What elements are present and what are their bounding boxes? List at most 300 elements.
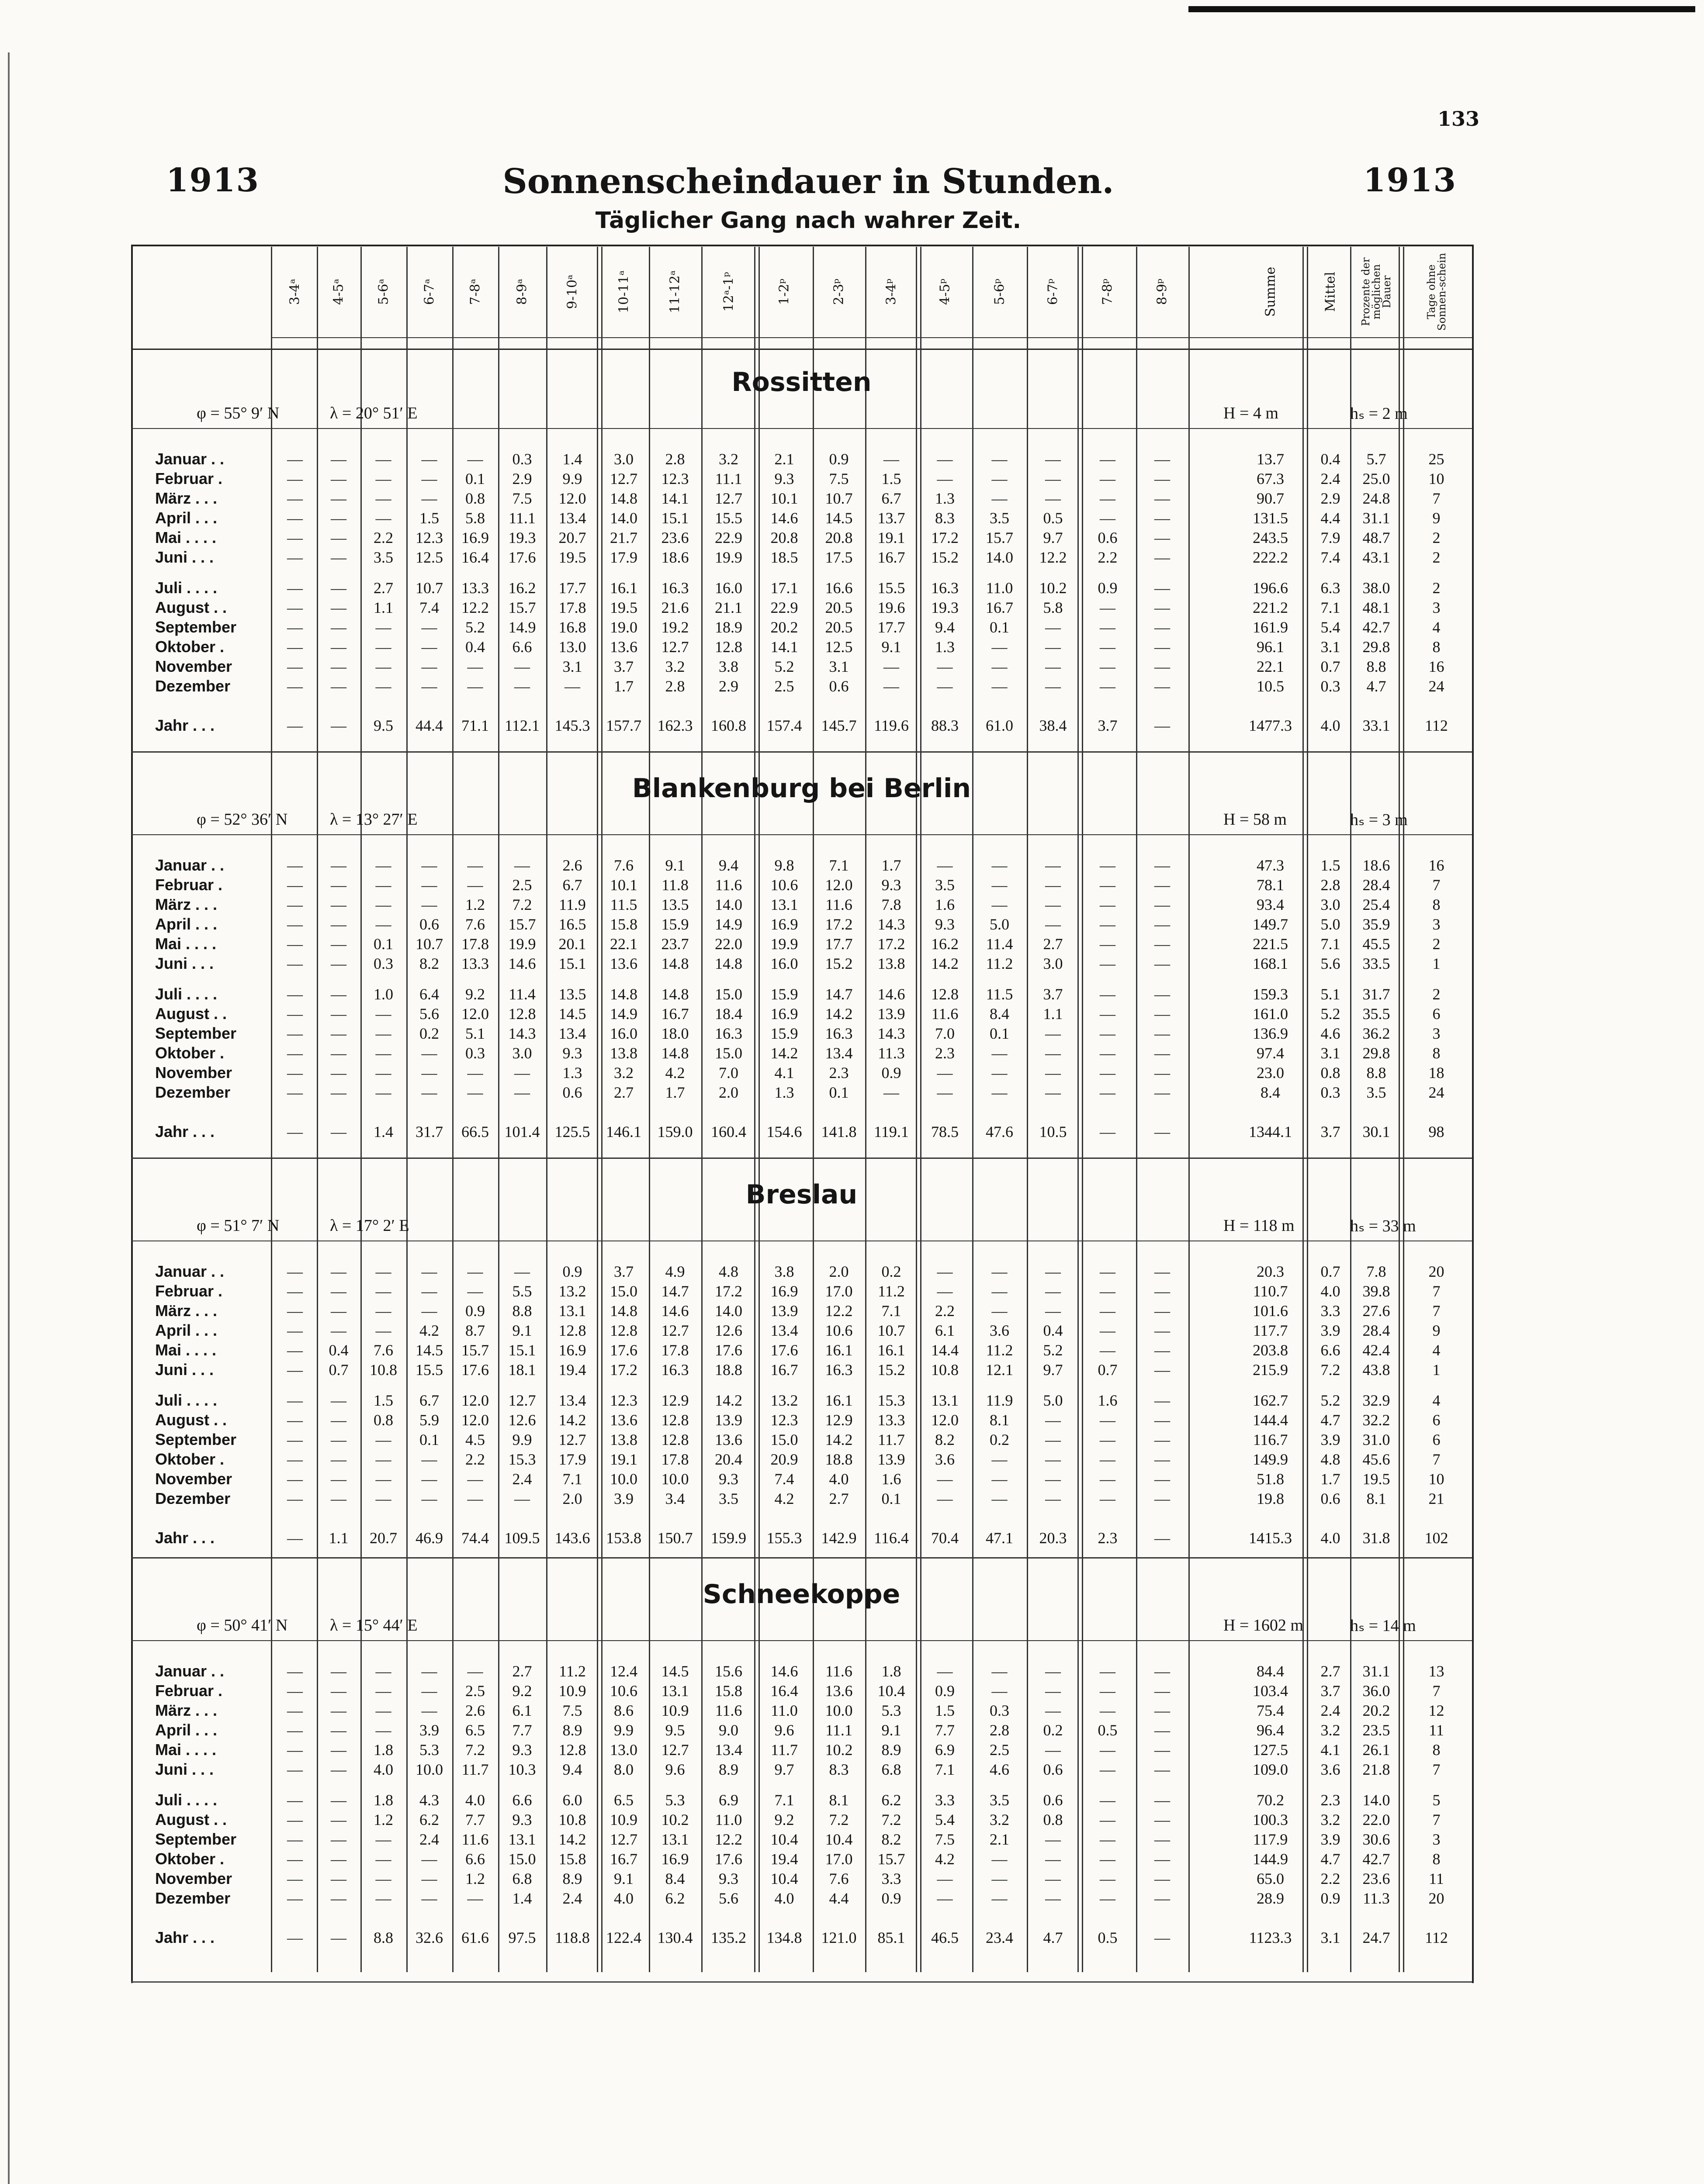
table-cell: —: [1154, 490, 1170, 507]
table-cell: 0.7: [329, 1361, 349, 1379]
column-header: [649, 247, 701, 336]
table-cell: 1.4: [512, 1890, 532, 1907]
table-cell: 11.0: [986, 579, 1013, 597]
table-cell: —: [1154, 529, 1170, 546]
table-cell: 7.8: [881, 896, 901, 913]
table-cell: 12.7: [610, 470, 637, 487]
month-row: [131, 598, 1472, 619]
table-cell: 1.6: [1098, 1392, 1118, 1409]
table-cell: 25.4: [1362, 896, 1390, 913]
table-cell: —: [1154, 470, 1170, 487]
table-cell: 11.9: [559, 896, 586, 913]
row-label: November: [155, 1470, 232, 1488]
table-cell: 7.6: [829, 1870, 849, 1887]
month-row: [131, 876, 1472, 896]
table-cell: 3.7: [1320, 1123, 1340, 1140]
table-cell: —: [1154, 985, 1170, 1003]
table-cell: 14.2: [931, 955, 959, 972]
table-cell: 11.0: [771, 1702, 798, 1719]
table-cell: 3.8: [774, 1263, 794, 1280]
table-cell: —: [331, 1084, 346, 1101]
month-row: [131, 1321, 1472, 1341]
station-section: [131, 367, 1472, 760]
table-cell: —: [1100, 857, 1115, 874]
table-cell: —: [287, 876, 303, 894]
table-cell: 8.7: [465, 1322, 485, 1339]
table-cell: 141.8: [821, 1123, 857, 1140]
table-cell: 96.1: [1257, 638, 1284, 656]
table-cell: —: [375, 638, 391, 656]
row-label: September: [155, 618, 237, 636]
table-cell: —: [1154, 619, 1170, 636]
table-cell: —: [331, 677, 346, 695]
table-cell: —: [421, 1870, 437, 1887]
table-cell: 1.8: [881, 1662, 901, 1680]
row-label: Juni . . .: [155, 1361, 214, 1379]
row-label: März . . .: [155, 1701, 218, 1719]
table-cell: 0.9: [562, 1263, 582, 1280]
table-cell: —: [1100, 1470, 1115, 1488]
table-cell: 102: [1424, 1529, 1448, 1547]
table-cell: 16.0: [610, 1025, 637, 1042]
table-cell: —: [1154, 857, 1170, 874]
table-cell: 19.9: [508, 935, 536, 953]
table-cell: 109.5: [504, 1529, 540, 1547]
table-cell: 15.7: [508, 916, 536, 933]
table-cell: —: [1100, 1123, 1115, 1140]
table-cell: 3.5: [990, 1791, 1009, 1809]
table-cell: —: [375, 509, 391, 527]
table-cell: 1.5: [419, 509, 439, 527]
table-cell: 21.1: [715, 599, 742, 616]
table-cell: 11.6: [715, 876, 742, 894]
table-cell: —: [1154, 1791, 1170, 1809]
table-cell: 12.3: [610, 1392, 637, 1409]
table-cell: —: [375, 1263, 391, 1280]
table-cell: 10.8: [558, 1811, 586, 1828]
table-cell: —: [1100, 1302, 1115, 1320]
table-cell: —: [287, 1682, 303, 1700]
table-cell: 6.6: [512, 1791, 532, 1809]
table-cell: —: [375, 1302, 391, 1320]
table-cell: 161.9: [1253, 619, 1288, 636]
table-cell: 17.0: [825, 1850, 853, 1868]
table-cell: 3.1: [1320, 1044, 1340, 1062]
table-cell: 11.5: [610, 896, 637, 913]
table-cell: 5.0: [990, 916, 1009, 933]
table-cell: 0.9: [881, 1064, 901, 1082]
table-cell: 10.2: [825, 1741, 853, 1759]
table-cell: —: [991, 1490, 1008, 1507]
table-cell: 10.0: [661, 1470, 689, 1488]
table-cell: —: [937, 1282, 953, 1300]
table-cell: 5.2: [1043, 1341, 1063, 1359]
row-label: Dezember: [155, 1083, 231, 1101]
table-cell: 17.9: [558, 1451, 586, 1468]
table-cell: 101.4: [504, 1123, 540, 1140]
row-label: Oktober .: [155, 1850, 225, 1868]
table-cell: —: [1045, 1662, 1061, 1680]
table-cell: 9.2: [465, 985, 485, 1003]
table-cell: —: [1045, 1064, 1061, 1082]
table-cell: 7.7: [935, 1721, 955, 1739]
table-cell: 3.0: [614, 450, 634, 468]
table-cell: —: [467, 1470, 483, 1488]
table-cell: —: [467, 1282, 483, 1300]
table-cell: 4: [1432, 1341, 1441, 1359]
table-cell: 2.5: [512, 876, 532, 894]
table-cell: 6.5: [465, 1721, 485, 1739]
table-cell: 2.4: [419, 1831, 439, 1848]
table-cell: —: [1100, 1761, 1115, 1778]
table-cell: —: [1154, 1064, 1170, 1082]
table-cell: 0.7: [1320, 1263, 1340, 1280]
row-label: Jahr . . .: [155, 716, 215, 734]
table-cell: —: [937, 857, 953, 874]
table-cell: 14.2: [825, 1431, 853, 1448]
table-cell: 159.3: [1253, 985, 1288, 1003]
table-cell: 7.5: [935, 1831, 955, 1848]
table-cell: 2.9: [512, 470, 532, 487]
table-cell: —: [1100, 1791, 1115, 1809]
table-cell: —: [1154, 1831, 1170, 1848]
table-cell: 33.5: [1362, 955, 1390, 972]
table-cell: —: [467, 1490, 483, 1507]
table-cell: 8.9: [562, 1721, 582, 1739]
table-cell: 14.9: [715, 916, 742, 933]
table-cell: 21.6: [661, 599, 689, 616]
column-header-label: 1-2ᵖ: [776, 278, 792, 305]
table-cell: 15.6: [715, 1662, 742, 1680]
table-cell: —: [375, 1025, 391, 1042]
month-row: [131, 638, 1472, 658]
row-label: Dezember: [155, 677, 231, 695]
row-label: Januar . .: [155, 1262, 225, 1280]
month-row: [131, 1889, 1472, 1909]
table-cell: 17.0: [825, 1282, 853, 1300]
table-cell: 10.2: [661, 1811, 689, 1828]
table-cell: —: [331, 509, 346, 527]
table-cell: 17.1: [770, 579, 798, 597]
table-cell: 3.9: [1320, 1322, 1340, 1339]
column-header: [546, 247, 599, 336]
table-cell: 16.7: [661, 1005, 689, 1023]
table-cell: 14.8: [715, 955, 742, 972]
table-cell: 30.6: [1362, 1831, 1390, 1848]
table-cell: —: [1045, 1682, 1061, 1700]
table-cell: 10.4: [877, 1682, 905, 1700]
table-cell: 90.7: [1257, 490, 1284, 507]
table-cell: —: [1100, 1341, 1115, 1359]
table-cell: 13.8: [877, 955, 905, 972]
table-cell: —: [1154, 1411, 1170, 1429]
table-cell: 28.9: [1257, 1890, 1284, 1907]
table-cell: —: [1100, 1005, 1115, 1023]
table-cell: 9.0: [719, 1721, 738, 1739]
table-cell: 4.7: [1320, 1411, 1340, 1429]
table-cell: 1.6: [935, 896, 955, 913]
table-cell: —: [1154, 935, 1170, 953]
table-cell: 15.8: [715, 1682, 742, 1700]
table-cell: —: [1100, 1741, 1115, 1759]
column-header: [1079, 247, 1136, 336]
table-cell: —: [287, 1721, 303, 1739]
station-section: [131, 1179, 1472, 1572]
table-cell: 119.6: [874, 717, 909, 734]
table-cell: 4.6: [1320, 1025, 1340, 1042]
table-cell: 12.0: [931, 1411, 959, 1429]
section-separator: [131, 751, 1472, 753]
table-cell: 5: [1432, 1791, 1441, 1809]
table-cell: —: [331, 876, 346, 894]
table-cell: 7.5: [829, 470, 849, 487]
table-cell: —: [1154, 1811, 1170, 1828]
table-cell: 6.6: [1320, 1341, 1340, 1359]
table-cell: —: [1100, 876, 1115, 894]
table-cell: 0.9: [465, 1302, 485, 1320]
row-label: August . .: [155, 598, 227, 616]
section-separator: [131, 1557, 1472, 1559]
table-cell: 13.4: [825, 1044, 853, 1062]
table-cell: —: [1154, 916, 1170, 933]
table-cell: 14.2: [558, 1831, 586, 1848]
table-cell: —: [1154, 1662, 1170, 1680]
table-cell: —: [421, 677, 437, 695]
month-row: [131, 1391, 1472, 1411]
table-cell: 12: [1428, 1702, 1444, 1719]
row-label: Februar .: [155, 876, 223, 894]
table-cell: 12.4: [610, 1662, 637, 1680]
column-header: [1311, 247, 1350, 336]
table-cell: —: [331, 857, 346, 874]
table-cell: 117.9: [1253, 1831, 1288, 1848]
table-cell: —: [1100, 638, 1115, 656]
month-row: [131, 1302, 1472, 1322]
table-cell: 0.6: [1320, 1490, 1340, 1507]
table-cell: 13.1: [508, 1831, 536, 1848]
row-label: Februar .: [155, 1682, 223, 1700]
table-cell: —: [1100, 599, 1115, 616]
table-cell: 15.9: [770, 1025, 798, 1042]
table-cell: 9.1: [665, 857, 685, 874]
table-cell: 0.8: [1043, 1811, 1063, 1828]
table-cell: 35.9: [1362, 916, 1390, 933]
table-cell: 3.9: [614, 1490, 634, 1507]
table-cell: 17.8: [461, 935, 489, 953]
table-cell: 14.9: [610, 1005, 637, 1023]
sun-height-label: hₛ = 3 m: [1350, 811, 1408, 829]
table-cell: 3.2: [719, 450, 738, 468]
table-cell: —: [1045, 1470, 1061, 1488]
table-cell: 2.2: [1098, 549, 1118, 566]
row-label: April . . .: [155, 509, 218, 527]
table-cell: —: [1100, 916, 1115, 933]
table-cell: 1.5: [374, 1392, 393, 1409]
table-cell: 3.3: [1320, 1302, 1340, 1320]
table-cell: —: [1045, 1870, 1061, 1887]
station-section: [131, 1579, 1472, 1972]
table-cell: 16.1: [877, 1341, 905, 1359]
table-cell: 13.4: [770, 1322, 798, 1339]
table-cell: 5.9: [419, 1411, 439, 1429]
table-cell: 12.0: [461, 1411, 489, 1429]
coordinate-rule: [131, 834, 1472, 835]
table-cell: 3.7: [1098, 717, 1118, 734]
table-cell: 3.7: [1320, 1682, 1340, 1700]
table-cell: —: [1154, 450, 1170, 468]
table-cell: 0.9: [935, 1682, 955, 1700]
table-cell: 0.2: [419, 1025, 439, 1042]
table-cell: 6.2: [665, 1890, 685, 1907]
table-cell: 3.1: [1320, 638, 1340, 656]
table-cell: 6.8: [512, 1870, 532, 1887]
table-cell: 44.4: [416, 717, 443, 734]
table-cell: —: [375, 1870, 391, 1887]
table-cell: 23.6: [1362, 1870, 1390, 1887]
table-cell: 221.5: [1253, 935, 1288, 953]
table-cell: 10.9: [610, 1811, 637, 1828]
station-name: Schneekoppe: [703, 1579, 900, 1610]
table-cell: 11.6: [461, 1831, 489, 1848]
table-cell: —: [375, 1721, 391, 1739]
year-right: 1913: [1363, 162, 1457, 199]
table-cell: 71.1: [461, 717, 489, 734]
table-cell: 6.7: [881, 490, 901, 507]
table-cell: 9.1: [512, 1322, 532, 1339]
table-cell: 10: [1428, 470, 1444, 487]
table-cell: —: [287, 638, 303, 656]
table-cell: 19.4: [770, 1850, 798, 1868]
table-cell: 9.1: [614, 1870, 634, 1887]
table-cell: —: [1100, 896, 1115, 913]
column-header: [1136, 247, 1188, 336]
table-cell: —: [1045, 1702, 1061, 1719]
table-cell: 2.8: [665, 450, 685, 468]
table-cell: 11.2: [878, 1282, 905, 1300]
table-cell: —: [421, 1044, 437, 1062]
table-cell: —: [565, 677, 580, 695]
table-cell: 14.6: [661, 1302, 689, 1320]
table-cell: 101.6: [1253, 1302, 1288, 1320]
table-cell: —: [1100, 1084, 1115, 1101]
table-cell: 8: [1432, 1044, 1441, 1062]
table-cell: 10.1: [610, 876, 637, 894]
table-cell: 14.8: [661, 1044, 689, 1062]
table-cell: 0.5: [1043, 509, 1063, 527]
table-cell: 8.9: [562, 1870, 582, 1887]
row-label: Februar .: [155, 1282, 223, 1300]
table-cell: 1344.1: [1249, 1123, 1292, 1140]
table-cell: 11.5: [986, 985, 1013, 1003]
table-cell: —: [1154, 1341, 1170, 1359]
column-header-label: 3-4ᵖ: [883, 278, 899, 305]
table-cell: 12.8: [661, 1431, 689, 1448]
table-cell: —: [1154, 549, 1170, 566]
month-row: [131, 915, 1472, 935]
table-cell: 4.0: [774, 1890, 794, 1907]
table-cell: 7: [1432, 1682, 1441, 1700]
table-cell: 5.1: [1320, 985, 1340, 1003]
table-cell: —: [375, 1702, 391, 1719]
table-cell: 12.9: [825, 1411, 853, 1429]
table-cell: 9: [1432, 1322, 1441, 1339]
table-cell: —: [937, 677, 953, 695]
table-cell: —: [287, 1431, 303, 1448]
table-cell: 16.1: [610, 579, 637, 597]
table-cell: 150.7: [657, 1529, 693, 1547]
table-cell: 7.4: [419, 599, 439, 616]
table-cell: 16.4: [770, 1682, 798, 1700]
table-cell: 15.0: [610, 1282, 637, 1300]
table-cell: 134.8: [766, 1929, 802, 1946]
table-cell: —: [287, 1791, 303, 1809]
table-cell: —: [1045, 1025, 1061, 1042]
table-cell: 23.7: [661, 935, 689, 953]
table-cell: 12.3: [661, 470, 689, 487]
table-cell: —: [331, 985, 346, 1003]
table-cell: 15.1: [508, 1341, 536, 1359]
latitude-label: φ = 52° 36′ N: [197, 810, 288, 829]
table-cell: 12.0: [461, 1005, 489, 1023]
table-cell: 0.6: [1043, 1791, 1063, 1809]
table-cell: 157.4: [766, 717, 802, 734]
month-row: [131, 1682, 1472, 1702]
page-number: 133: [1437, 107, 1480, 131]
month-row: [131, 1701, 1472, 1721]
table-cell: 7: [1432, 876, 1441, 894]
table-cell: 160.4: [711, 1123, 746, 1140]
sun-height-label: hₛ = 2 m: [1350, 404, 1408, 423]
table-cell: —: [375, 677, 391, 695]
table-cell: —: [1100, 1451, 1115, 1468]
column-header-label: 8-9ᵖ: [1154, 278, 1170, 305]
table-cell: 31.8: [1362, 1529, 1390, 1547]
table-cell: —: [883, 658, 899, 675]
table-cell: 8.3: [829, 1761, 849, 1778]
table-cell: 15.9: [661, 916, 689, 933]
table-cell: 17.8: [661, 1451, 689, 1468]
table-cell: 125.5: [554, 1123, 590, 1140]
station-height-label: H = 58 m: [1223, 810, 1287, 829]
table-cell: —: [1045, 638, 1061, 656]
table-cell: 17.5: [825, 549, 853, 566]
table-cell: 7.2: [881, 1811, 901, 1828]
table-cell: 7.5: [512, 490, 532, 507]
table-cell: 13.6: [825, 1682, 853, 1700]
table-cell: 4.2: [419, 1322, 439, 1339]
row-label: Oktober .: [155, 638, 225, 656]
table-cell: —: [883, 1084, 899, 1101]
table-cell: 16.9: [461, 529, 489, 546]
row-label: Juli . . . .: [155, 985, 218, 1003]
table-cell: 13.5: [661, 896, 689, 913]
table-cell: 3.0: [1043, 955, 1063, 972]
table-cell: —: [331, 1123, 346, 1140]
table-cell: 7.7: [465, 1811, 485, 1828]
table-cell: 1.7: [1320, 1470, 1340, 1488]
table-cell: 6.3: [1320, 579, 1340, 597]
table-cell: 42.7: [1362, 619, 1390, 636]
table-cell: 3.3: [881, 1870, 901, 1887]
table-cell: 9.3: [512, 1811, 532, 1828]
table-cell: —: [287, 1702, 303, 1719]
month-row: [131, 579, 1472, 599]
table-cell: 5.0: [1043, 1392, 1063, 1409]
table-cell: —: [331, 1682, 346, 1700]
table-cell: 8.4: [990, 1005, 1009, 1023]
column-header: [1236, 247, 1304, 336]
table-cell: 11.1: [825, 1721, 852, 1739]
